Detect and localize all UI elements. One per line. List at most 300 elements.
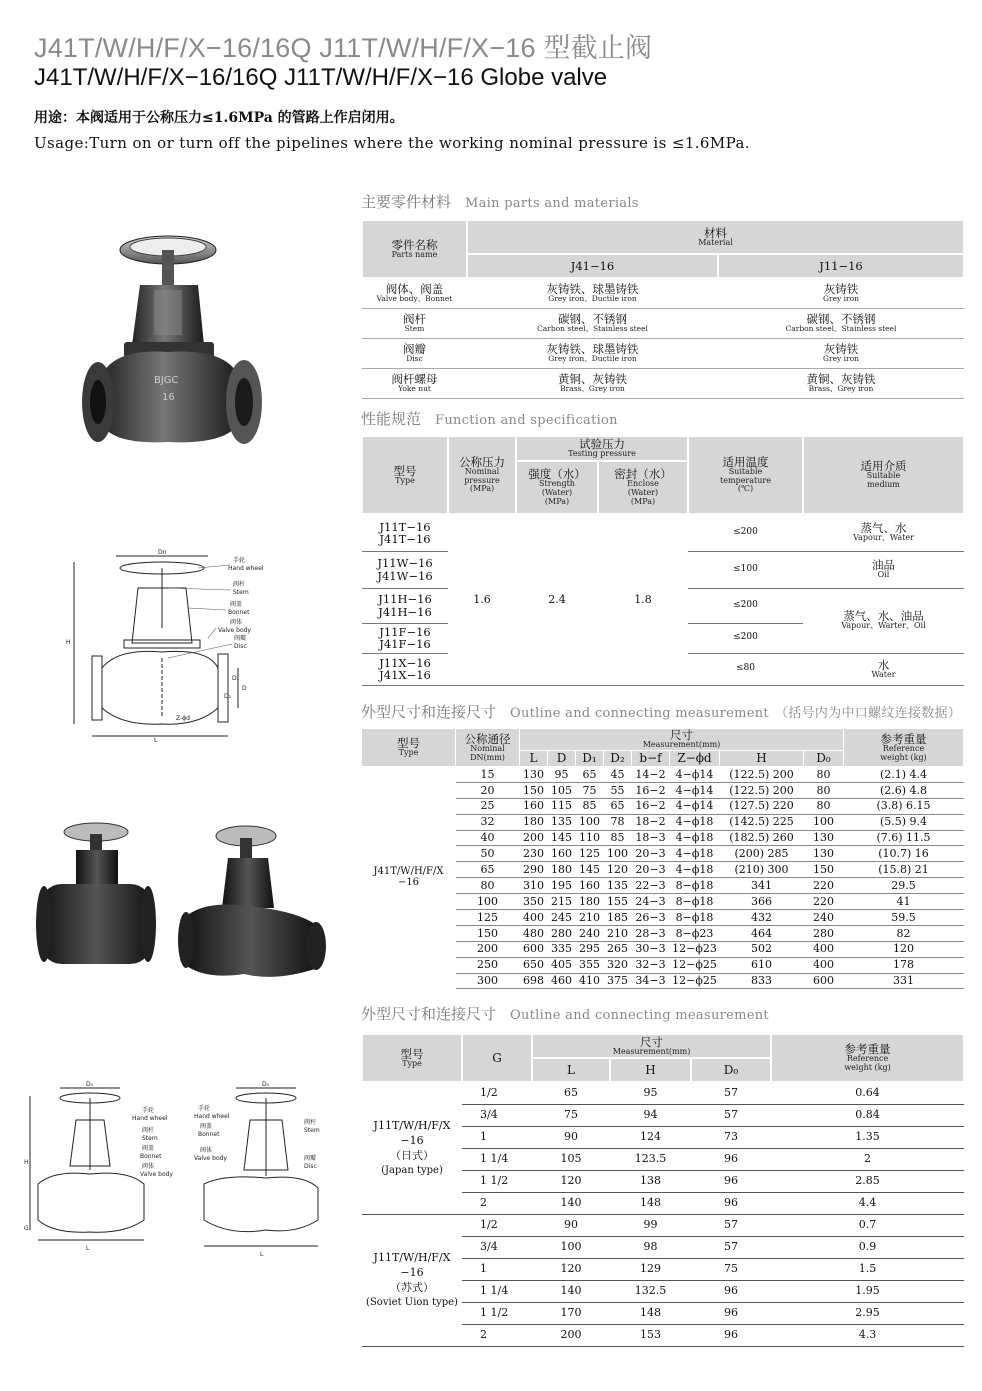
cell: 24−3 bbox=[632, 894, 670, 910]
outline1-section-title bbox=[361, 701, 961, 722]
outline1-section-cn: 外型尺寸和连接尺寸 bbox=[361, 703, 497, 721]
outline2-table bbox=[361, 1033, 965, 1347]
performance-section-en: Function and specification bbox=[435, 413, 618, 428]
o1-type-cell bbox=[362, 767, 456, 989]
cell: (127.5) 220 bbox=[720, 798, 804, 814]
cell: 135 bbox=[604, 878, 632, 894]
o2-h-w-cn: 参考重量 bbox=[844, 1042, 891, 1057]
cell: 阀杆 bbox=[403, 311, 426, 326]
cell: 290 bbox=[520, 862, 548, 878]
cell: 130 bbox=[804, 846, 844, 862]
cell: 185 bbox=[604, 910, 632, 926]
draw2-bonnet-cn: 阀盖 bbox=[142, 1145, 155, 1152]
cell: (5.5) 9.4 bbox=[844, 814, 964, 830]
cell: 100 bbox=[576, 814, 604, 830]
flanged-valve-drawing bbox=[58, 548, 298, 743]
cell: 阀体、阀盖 bbox=[385, 282, 444, 297]
cell: 1/2 bbox=[462, 1214, 532, 1236]
cell: 12−ϕ25 bbox=[670, 973, 720, 989]
cell: 85 bbox=[604, 830, 632, 846]
cell: 150 bbox=[804, 862, 844, 878]
threaded-valve-drawing-right bbox=[180, 1080, 330, 1260]
cell: J41H−16 bbox=[378, 604, 432, 619]
flanged-valve-photo bbox=[80, 230, 270, 465]
o2-h-type-cn: 型号 bbox=[400, 1046, 424, 1061]
cell: ≤80 bbox=[688, 653, 803, 685]
cell: 75 bbox=[532, 1104, 610, 1126]
cell: 130 bbox=[804, 830, 844, 846]
cell: Brass、Grey iron bbox=[560, 383, 625, 393]
cell: 148 bbox=[610, 1302, 691, 1324]
cell: 250 bbox=[456, 957, 520, 973]
cell: (210) 300 bbox=[720, 862, 804, 878]
cell: 水 bbox=[877, 657, 890, 672]
cell: (122.5) 200 bbox=[720, 782, 804, 798]
cell: 4−ϕ14 bbox=[670, 798, 720, 814]
usage-en: Usage:Turn on or turn off the pipelines where the working nominal pressure is ≤1.6MPa. bbox=[34, 134, 750, 152]
table-row bbox=[362, 514, 964, 551]
cell: 85 bbox=[576, 798, 604, 814]
cell: 73 bbox=[691, 1126, 771, 1148]
cell: 170 bbox=[532, 1302, 610, 1324]
cell: 100 bbox=[532, 1236, 610, 1258]
cell: 178 bbox=[844, 957, 964, 973]
cell: 油品 bbox=[872, 558, 895, 573]
cell: 220 bbox=[804, 878, 844, 894]
perf-h-type-en: Type bbox=[395, 475, 415, 485]
cell: 132.5 bbox=[610, 1280, 691, 1302]
perf-h-np-en3: (MPa) bbox=[469, 484, 495, 494]
page-title-en: J41T/W/H/F/X−16/16Q J11T/W/H/F/X−16 Globe valve bbox=[34, 64, 608, 91]
cell: 600 bbox=[520, 941, 548, 957]
perf-h-str-en1: Strength bbox=[539, 479, 575, 489]
cell: J41F−16 bbox=[379, 637, 431, 651]
cell: 200 bbox=[520, 830, 548, 846]
table-row bbox=[362, 1214, 964, 1236]
cell: 1 1/2 bbox=[462, 1302, 532, 1324]
cell: Disc bbox=[406, 353, 423, 363]
cell: 341 bbox=[720, 878, 804, 894]
mat-h-part-cn: 零件名称 bbox=[391, 237, 438, 252]
cell: 28−3 bbox=[632, 925, 670, 941]
cell: 阀杆螺母 bbox=[391, 371, 438, 386]
cell: 4.3 bbox=[771, 1324, 964, 1346]
draw2-h: H bbox=[24, 1159, 29, 1166]
cell: 4.4 bbox=[771, 1192, 964, 1214]
cell: 300 bbox=[456, 973, 520, 989]
draw3-stem-en: Stem bbox=[304, 1127, 320, 1134]
cell: 240 bbox=[576, 925, 604, 941]
usage-cn: 用途：本阀适用于公称压力≤1.6MPa 的管路上作启闭用。 bbox=[34, 110, 404, 126]
cell: 32−3 bbox=[632, 957, 670, 973]
mat-h-j11: J11−16 bbox=[718, 254, 964, 278]
o2-h-size-cn: 尺寸 bbox=[640, 1034, 664, 1049]
cell: 210 bbox=[604, 925, 632, 941]
cell: 碳钢、不锈钢 bbox=[806, 311, 876, 326]
o1-h-dn-cn: 公称通径 bbox=[464, 731, 511, 746]
cell: 96 bbox=[691, 1324, 771, 1346]
o2-col-d0: D₀ bbox=[691, 1058, 771, 1082]
draw1-d: D bbox=[242, 685, 247, 692]
draw2-hw-en: Hand wheel bbox=[132, 1115, 168, 1122]
o2-type-cell bbox=[362, 1082, 462, 1214]
cell: (7.6) 11.5 bbox=[844, 830, 964, 846]
draw1-d2: D₂ bbox=[224, 693, 232, 700]
cell: 95 bbox=[548, 767, 576, 783]
draw2-hw-cn: 手轮 bbox=[142, 1107, 155, 1114]
outline1-section-note: （括号内为中口螺纹连接数据） bbox=[774, 706, 962, 721]
cell: 灰铸铁、球墨铸铁 bbox=[546, 282, 639, 297]
cell: 2 bbox=[462, 1192, 532, 1214]
o2-type-l3: （苏式） bbox=[390, 1280, 434, 1294]
cell: 110 bbox=[576, 830, 604, 846]
threaded-valve-drawing-left bbox=[24, 1080, 174, 1260]
perf-h-enc-en3: (MPa) bbox=[630, 496, 656, 506]
cell: 295 bbox=[576, 941, 604, 957]
cell: Grey iron、Ductile iron bbox=[548, 353, 637, 363]
cell: 150 bbox=[520, 782, 548, 798]
draw3-hw-en: Hand wheel bbox=[194, 1113, 230, 1120]
draw3-d0: D₀ bbox=[262, 1081, 270, 1088]
cell: 375 bbox=[604, 973, 632, 989]
cell: 245 bbox=[548, 910, 576, 926]
cell: 123.5 bbox=[610, 1148, 691, 1170]
perf-h-med-en1: Suitable bbox=[866, 471, 901, 481]
cell: 100 bbox=[604, 846, 632, 862]
cell: 95 bbox=[610, 1082, 691, 1104]
cell: 4−ϕ18 bbox=[670, 830, 720, 846]
cell: 黄铜、灰铸铁 bbox=[806, 371, 876, 386]
cell: 129 bbox=[610, 1258, 691, 1280]
cell: 78 bbox=[604, 814, 632, 830]
perf-h-np-cn: 公称压力 bbox=[459, 454, 505, 469]
cell: 82 bbox=[844, 925, 964, 941]
cell: 灰铸铁、球墨铸铁 bbox=[546, 341, 639, 356]
cell: 160 bbox=[576, 878, 604, 894]
cell: 1.35 bbox=[771, 1126, 964, 1148]
perf-h-str-en2: (Water) bbox=[541, 487, 573, 497]
draw3-body-en: Valve body bbox=[194, 1155, 227, 1162]
cell: 16−2 bbox=[632, 798, 670, 814]
draw2-body-en: Valve body bbox=[140, 1171, 173, 1178]
performance-section-cn: 性能规范 bbox=[361, 410, 422, 428]
perf-nominal: 1.6 bbox=[448, 514, 516, 685]
cell: 20−3 bbox=[632, 862, 670, 878]
cell: 0.64 bbox=[771, 1082, 964, 1104]
cell: 4−ϕ18 bbox=[670, 846, 720, 862]
cell: 100 bbox=[804, 814, 844, 830]
table-row bbox=[362, 308, 964, 338]
cell: Valve body、Bonnet bbox=[376, 294, 453, 304]
cell: 90 bbox=[532, 1126, 610, 1148]
cell: 331 bbox=[844, 973, 964, 989]
cell: 98 bbox=[610, 1236, 691, 1258]
cell: 335 bbox=[548, 941, 576, 957]
table-row bbox=[362, 338, 964, 368]
draw3-l: L bbox=[260, 1251, 264, 1258]
cell: 阀瓣 bbox=[403, 341, 426, 356]
o2-col-h: H bbox=[610, 1058, 691, 1082]
materials-table bbox=[361, 219, 965, 399]
cell: 12−ϕ25 bbox=[670, 957, 720, 973]
cell: 2.85 bbox=[771, 1170, 964, 1192]
o2-h-size-en: Measurement(mm) bbox=[612, 1046, 691, 1056]
perf-enclose: 1.8 bbox=[598, 514, 688, 685]
cell: 145 bbox=[576, 862, 604, 878]
table-row bbox=[362, 767, 964, 783]
page-title-cn: J41T/W/H/F/X−16/16Q J11T/W/H/F/X−16 型截止阀 bbox=[34, 33, 653, 63]
o2-h-w-en2: weight (kg) bbox=[844, 1063, 891, 1073]
draw1-l: L bbox=[154, 737, 158, 743]
outline1-table bbox=[361, 728, 964, 989]
draw1-disc-en: Disc bbox=[234, 643, 247, 650]
cell: 280 bbox=[804, 925, 844, 941]
o2-type-l3: （日式） bbox=[390, 1148, 434, 1162]
cell: (2.1) 4.4 bbox=[844, 767, 964, 783]
cell: J11F−16 bbox=[379, 624, 431, 639]
o1-h-w-cn: 参考重量 bbox=[880, 731, 927, 746]
materials-section-cn: 主要零件材料 bbox=[361, 193, 452, 211]
cell: 148 bbox=[610, 1192, 691, 1214]
cell: 464 bbox=[720, 925, 804, 941]
cell: 8−ϕ23 bbox=[670, 925, 720, 941]
o1-col-d2: D₂ bbox=[604, 750, 632, 766]
cell: 蒸气、水、油品 bbox=[843, 609, 924, 624]
cell: 100 bbox=[456, 894, 520, 910]
o2-type-l2: −16 bbox=[400, 1134, 424, 1148]
draw3-bonnet-cn: 阀盖 bbox=[200, 1123, 213, 1130]
cell: 140 bbox=[532, 1280, 610, 1302]
perf-h-test-en: Testing pressure bbox=[568, 448, 636, 458]
o2-type-l2: −16 bbox=[400, 1265, 424, 1279]
o1-col-d1: D₁ bbox=[576, 750, 604, 766]
cell: 59.5 bbox=[844, 910, 964, 926]
cell: 2 bbox=[462, 1324, 532, 1346]
perf-h-med-cn: 适用介质 bbox=[860, 459, 907, 474]
cell: 3/4 bbox=[462, 1104, 532, 1126]
cell: J11W−16 bbox=[377, 556, 433, 571]
cell: 502 bbox=[720, 941, 804, 957]
cell: ≤200 bbox=[688, 623, 803, 653]
cell: 75 bbox=[576, 782, 604, 798]
o1-h-type-cn: 型号 bbox=[397, 736, 420, 751]
draw3-stem-cn: 阀杆 bbox=[304, 1119, 317, 1126]
perf-h-enc-en2: (Water) bbox=[627, 487, 659, 497]
perf-h-temp-en1: Suitable bbox=[728, 466, 763, 476]
o1-col-bf: b−f bbox=[632, 750, 670, 766]
threaded-valve-photos bbox=[36, 822, 336, 987]
cell: 20−3 bbox=[632, 846, 670, 862]
cell: 400 bbox=[804, 957, 844, 973]
o1-h-dn-en1: Nominal bbox=[470, 743, 505, 753]
cell: 200 bbox=[456, 941, 520, 957]
draw2-bonnet-en: Bonnet bbox=[140, 1153, 162, 1160]
cell: 355 bbox=[576, 957, 604, 973]
o2-h-w-en1: Reference bbox=[846, 1054, 889, 1064]
cell: 1 bbox=[462, 1126, 532, 1148]
cell: (200) 285 bbox=[720, 846, 804, 862]
cell: 600 bbox=[804, 973, 844, 989]
o1-col-h: H bbox=[720, 750, 804, 766]
table-row bbox=[362, 368, 964, 398]
o1-col-d: D bbox=[548, 750, 576, 766]
draw2-body-cn: 阀体 bbox=[142, 1163, 155, 1170]
cell: J11X−16 bbox=[379, 655, 431, 670]
o1-h-type-en: Type bbox=[398, 748, 419, 758]
cell: 1/2 bbox=[462, 1082, 532, 1104]
o1-h-size-en: Measurement(mm) bbox=[642, 740, 721, 750]
cell: (182.5) 260 bbox=[720, 830, 804, 846]
cell: 25 bbox=[456, 798, 520, 814]
perf-h-type-cn: 型号 bbox=[393, 463, 417, 478]
cell: 32 bbox=[456, 814, 520, 830]
cell: 210 bbox=[576, 910, 604, 926]
cell: 124 bbox=[610, 1126, 691, 1148]
cell: 115 bbox=[548, 798, 576, 814]
cell: Water bbox=[871, 669, 896, 679]
outline2-section-title bbox=[361, 1003, 769, 1024]
cell: 14−2 bbox=[632, 767, 670, 783]
draw3-disc-en: Disc bbox=[304, 1163, 317, 1170]
perf-h-str-en3: (MPa) bbox=[544, 496, 570, 506]
cell: 240 bbox=[804, 910, 844, 926]
o2-type-l4: (Soviet Uion type) bbox=[366, 1296, 458, 1308]
cell: Yoke nut bbox=[398, 383, 431, 393]
cell: 96 bbox=[691, 1280, 771, 1302]
cell: 90 bbox=[532, 1214, 610, 1236]
cell: 400 bbox=[804, 941, 844, 957]
cell: Carbon steel、Stainless steel bbox=[785, 323, 897, 333]
mat-h-part-en: Parts name bbox=[391, 249, 438, 259]
cell: 180 bbox=[576, 894, 604, 910]
cell: 96 bbox=[691, 1170, 771, 1192]
cell: 400 bbox=[520, 910, 548, 926]
photo-pressure-text: 16 bbox=[162, 392, 175, 403]
materials-section-title bbox=[361, 191, 639, 212]
cell: 410 bbox=[576, 973, 604, 989]
cell: 153 bbox=[610, 1324, 691, 1346]
cell: 57 bbox=[691, 1082, 771, 1104]
photo-brand-text: BJGC bbox=[154, 375, 179, 386]
cell: 180 bbox=[520, 814, 548, 830]
cell: 145 bbox=[548, 830, 576, 846]
cell: (15.8) 21 bbox=[844, 862, 964, 878]
cell: 180 bbox=[548, 862, 576, 878]
cell: 650 bbox=[520, 957, 548, 973]
cell: 350 bbox=[520, 894, 548, 910]
draw1-hw-en: Hand wheel bbox=[228, 565, 264, 572]
cell: 34−3 bbox=[632, 973, 670, 989]
cell: 26−3 bbox=[632, 910, 670, 926]
cell: 230 bbox=[520, 846, 548, 862]
cell: 160 bbox=[548, 846, 576, 862]
cell: 130 bbox=[520, 767, 548, 783]
cell: 120 bbox=[532, 1258, 610, 1280]
cell: 0.9 bbox=[771, 1236, 964, 1258]
o2-col-l: L bbox=[532, 1058, 610, 1082]
cell: 120 bbox=[604, 862, 632, 878]
cell: 4−ϕ18 bbox=[670, 814, 720, 830]
cell: 96 bbox=[691, 1192, 771, 1214]
cell: 16−2 bbox=[632, 782, 670, 798]
cell: 0.7 bbox=[771, 1214, 964, 1236]
cell: 80 bbox=[804, 782, 844, 798]
performance-table bbox=[361, 435, 965, 686]
draw2-stem-cn: 阀杆 bbox=[142, 1127, 155, 1134]
cell: 41 bbox=[844, 894, 964, 910]
o2-type-cell bbox=[362, 1214, 462, 1346]
cell: Carbon steel、Stainless steel bbox=[537, 323, 648, 333]
cell: 80 bbox=[804, 767, 844, 783]
cell: 1 bbox=[462, 1258, 532, 1280]
cell: 4−ϕ14 bbox=[670, 767, 720, 783]
o1-type-line2: −16 bbox=[397, 876, 420, 888]
mat-h-mat-en: Material bbox=[698, 237, 733, 247]
draw2-d0: D₀ bbox=[86, 1081, 94, 1088]
cell: Grey iron bbox=[823, 294, 859, 304]
cell: 57 bbox=[691, 1236, 771, 1258]
cell: 138 bbox=[610, 1170, 691, 1192]
o2-h-g: G bbox=[462, 1034, 532, 1082]
cell: 45 bbox=[604, 767, 632, 783]
cell: 1.5 bbox=[771, 1258, 964, 1280]
cell: 55 bbox=[604, 782, 632, 798]
cell: 黄铜、灰铸铁 bbox=[558, 371, 627, 386]
cell: 105 bbox=[532, 1148, 610, 1170]
cell: 15 bbox=[456, 767, 520, 783]
cell: Oil bbox=[877, 570, 890, 580]
cell: 40 bbox=[456, 830, 520, 846]
o1-h-w-en2: weight (kg) bbox=[880, 752, 927, 762]
cell: 120 bbox=[532, 1170, 610, 1192]
perf-strength: 2.4 bbox=[516, 514, 598, 685]
cell: 96 bbox=[691, 1302, 771, 1324]
cell: 12−ϕ23 bbox=[670, 941, 720, 957]
cell: 1 1/4 bbox=[462, 1280, 532, 1302]
draw2-g: G bbox=[24, 1225, 29, 1232]
cell: 432 bbox=[720, 910, 804, 926]
cell: 65 bbox=[532, 1082, 610, 1104]
cell: 125 bbox=[576, 846, 604, 862]
o1-col-d0: D₀ bbox=[804, 750, 844, 766]
cell: ≤100 bbox=[688, 551, 803, 588]
draw1-d1: D₁ bbox=[232, 675, 240, 682]
draw1-dn: Dn bbox=[158, 549, 167, 556]
o1-col-zd: Z−ϕd bbox=[670, 750, 720, 766]
o2-h-type-en: Type bbox=[402, 1058, 422, 1068]
cell: (122.5) 200 bbox=[720, 767, 804, 783]
cell: 96 bbox=[691, 1148, 771, 1170]
draw2-l: L bbox=[86, 1245, 90, 1252]
outline2-section-en: Outline and connecting measurement bbox=[510, 1008, 769, 1023]
cell: Vapour、Warter、Oil bbox=[841, 621, 926, 631]
cell: 2 bbox=[771, 1148, 964, 1170]
cell: 310 bbox=[520, 878, 548, 894]
draw3-bonnet-en: Bonnet bbox=[198, 1131, 220, 1138]
cell: 18−3 bbox=[632, 830, 670, 846]
perf-h-str-cn: 强度（水） bbox=[528, 467, 586, 482]
perf-h-temp-cn: 适用温度 bbox=[722, 454, 769, 469]
draw3-disc-cn: 阀瓣 bbox=[304, 1155, 317, 1162]
cell: 125 bbox=[456, 910, 520, 926]
table-row bbox=[362, 1082, 964, 1104]
cell: 8−ϕ18 bbox=[670, 878, 720, 894]
cell: 140 bbox=[532, 1192, 610, 1214]
cell: 灰铸铁 bbox=[823, 341, 859, 356]
cell: Grey iron、Ductile iron bbox=[548, 294, 637, 304]
o1-h-w-en1: Reference bbox=[882, 743, 925, 753]
cell: 8−ϕ18 bbox=[670, 894, 720, 910]
